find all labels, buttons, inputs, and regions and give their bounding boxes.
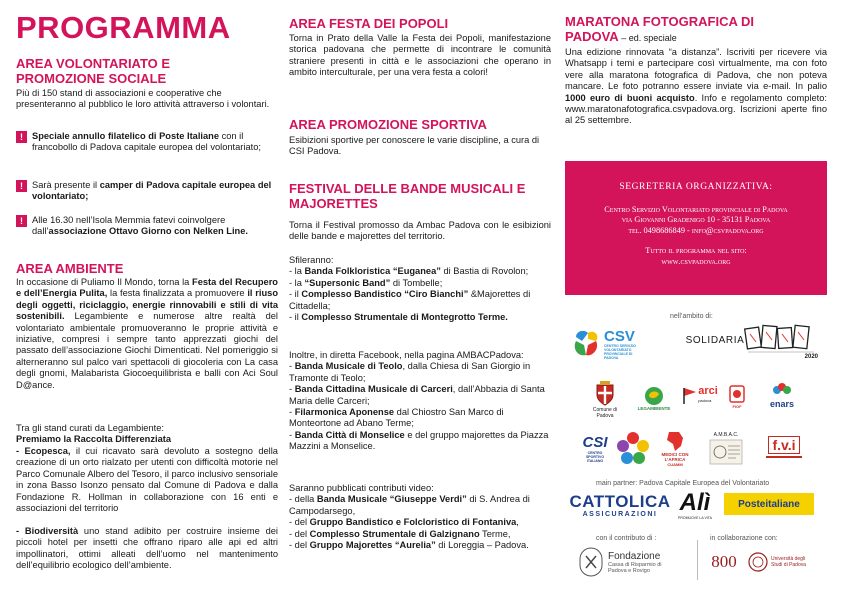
ali-text: Alì xyxy=(679,489,711,516)
text: In occasione di Puliamo Il Mondo, torna la xyxy=(16,277,193,287)
contributo-label: con il contributo di : xyxy=(596,535,657,542)
exclamation-icon: ! xyxy=(16,131,27,143)
arci-flag-icon xyxy=(682,386,698,406)
fiof-text: FIOF xyxy=(732,403,742,409)
ottocento-text: 800 xyxy=(711,552,737,571)
heading-ambiente: AREA AMBIENTE xyxy=(16,261,124,276)
list-item: - il Complesso Bandistico “Ciro Bianchi” &Majorettes di Cittadella; xyxy=(289,289,531,311)
fondazione-subtext: Cassa di Risparmio di Padova e Rovigo xyxy=(608,561,662,574)
cattolica-text: CATTOLICA xyxy=(569,491,671,511)
csi-text: CSI xyxy=(582,434,608,451)
list-label: Saranno pubblicati contributi video: xyxy=(289,483,434,493)
fvi-text: f.v.i xyxy=(768,436,799,454)
ambac-text: A.M.B.A.C. xyxy=(713,432,739,438)
heading-text: MARATONA FOTOGRAFICA DI PADOVA xyxy=(565,14,754,44)
padova-2020-logo xyxy=(744,322,822,362)
comune-text: Comune di Padova xyxy=(592,407,618,419)
ottocento-logo xyxy=(704,545,744,579)
text-bold: Premiamo la Raccolta Differenziata xyxy=(16,434,172,445)
segreteria-label: SEGRETERIA ORGANIZZATIVA: xyxy=(619,182,773,192)
list-label: Sfileranno: xyxy=(289,255,334,265)
medici-text: MEDICI CON L’AFRICA xyxy=(661,451,689,462)
poste-logo: Posteitaliane xyxy=(724,493,814,515)
csi-subtext: CENTRO SPORTIVO ITALIANO xyxy=(585,451,605,463)
csi-logo xyxy=(580,428,610,470)
fiof-icon xyxy=(728,384,746,404)
unipd-logo xyxy=(748,545,822,579)
collab-label: in collaborazione con: xyxy=(710,535,778,542)
bullet-text: Sarà presente il xyxy=(32,180,100,190)
ambito-label: nell’ambito di: xyxy=(670,313,713,320)
medici-africa-logo xyxy=(655,428,695,468)
popoli-text: Torna in Prato della Valle la Festa dei Popoli, manifestazione storica padovana che permette di incontrare le comunità straniere presenti in città e le associazioni che operano in ambito interculturale, per una vera festa a colori! xyxy=(289,33,551,78)
fiof-logo xyxy=(725,381,749,411)
text: Tra gli stand curati da Legambiente: xyxy=(16,423,164,433)
bullet-ottavo-giorno xyxy=(16,215,280,238)
segreteria-line: Centro Servizio Volontariato provinciale di Padova xyxy=(604,204,788,214)
list-item: - la Banda Folkloristica “Euganea” di Bastia di Rovolon; xyxy=(289,266,529,277)
fvi-logo xyxy=(762,430,806,466)
africa-icon xyxy=(663,430,687,452)
list-item: - Banda Città di Monselice e del gruppo majorettes da Piazza Mazzini a Monselice. xyxy=(289,429,549,452)
ambiente-paragraph xyxy=(16,277,278,391)
text: il cui ricavato sarà devoluto a sostegno della creazione di un orto rialzato per utenti con difficoltà motorie nel Parco Comunale Albero del Tesoro, il parco inclusivo sensoriale in zona Basso Isonzo pensato dal Comune di Padova e dalla Fondazione R. Hollman in collaborazione con 16 enti e associazioni del territorio xyxy=(16,446,278,514)
bullet-camper xyxy=(16,180,280,203)
segreteria-box xyxy=(565,161,827,295)
enars-icon xyxy=(771,381,793,399)
ambac-logo xyxy=(700,428,752,470)
maratona-text xyxy=(565,47,827,127)
enars-logo xyxy=(765,378,799,412)
ali-logo xyxy=(675,486,715,524)
bullet-bold: camper di Padova capitale europea del volontariato; xyxy=(32,180,272,202)
ambiente-ecopesca xyxy=(16,446,278,514)
segreteria-contact[interactable]: tel. 0498686849 - info@csvpadova.org xyxy=(628,225,764,235)
list-item: - Banda Cittadina Musicale di Carceri, dall’Abbazia di Santa Maria delle Carceri; xyxy=(289,384,545,406)
list-item: - del Gruppo Majorettes “Aurelia” di Loreggia – Padova. xyxy=(289,540,529,551)
heading-volontariato: AREA VOLONTARIATO E PROMOZIONE SOCIALE xyxy=(16,56,171,86)
arci-subtext: padova xyxy=(698,398,712,403)
comune-crest-icon xyxy=(595,381,615,407)
heading-sportiva: AREA PROMOZIONE SPORTIVA xyxy=(289,117,487,132)
csv-logo xyxy=(571,326,639,362)
list-item: - del Complesso Strumentale di Galzignano Terme, xyxy=(289,528,511,539)
text: Legambiente e numerose altre realtà del volontariato ambientale promuoveranno le proprie attività e iniziative, compresi i sempre tanto apprezzati giochi del passato dell’associazione Giochi Dimenticati. Nel pomeriggio si alterneranno sul palco vari spettacoli di giocoleria con La casa degli gnomi, Malabarista Giocoequilibrista e balli con Aci Soul D@ance. xyxy=(16,311,278,390)
heading-suffix: – ed. speciale xyxy=(618,33,677,43)
ambiente-stand-intro xyxy=(16,423,278,446)
flower-logo xyxy=(616,428,650,470)
bande-intro: Torna il Festival promosso da Ambac Padova con le esibizioni delle bande e majorettes del territorio. xyxy=(289,220,551,242)
fvi-underline-icon xyxy=(764,454,804,460)
ambac-emblem-icon xyxy=(706,438,746,466)
text: Una edizione rinnovata “a distanza”. Iscriviti per ricevere via Whatsapp i temi e partecipare così virtualmente, ma con foto vere alla maratona fotografica di Padova, che non poteva mancare. Le foto potranno essere inviate via e-mail. In palio xyxy=(565,47,827,92)
list-item: - Filarmonica Aponense dal Chiostro San Marco di Monteortone ad Abano Terme; xyxy=(289,407,504,429)
text-bold: - Ecopesca, xyxy=(16,446,71,456)
bullet-text: con il francobollo di Padova capitale europea del volontariato; xyxy=(32,131,261,153)
text: uno stand adibito per costruire insieme dei piccoli hotel per insetti che offrano riparo alle api ed altri impollinatori, ottimi alleati dell’uomo nel mantenimento dell’equilibrio ecologico dell’ambiente. xyxy=(16,526,278,571)
arci-text: arci xyxy=(698,385,718,397)
text: la festa finalizzata a promuovere xyxy=(107,288,248,299)
sportiva-text: Esibizioni sportive per conoscere le varie discipline, a cura di CSI Padova. xyxy=(289,135,540,157)
medici-subtext: CUAMM xyxy=(667,461,683,467)
list-item: - del Gruppo Bandistico e Folcloristico di Fontaniva, xyxy=(289,517,519,528)
csv-subtext: CENTRO SERVIZIO VOLONTARIATO PROVINCIALE DI PADOVA xyxy=(604,343,637,360)
column-middle xyxy=(289,0,553,595)
unipd-text: Università degli Studi di Padova xyxy=(771,556,807,568)
text-bold: Festa del Recupero e dell’Energia Pulita, xyxy=(16,277,278,299)
segreteria-line: Tutto il programma nel sito: xyxy=(645,246,747,256)
fondazione-emblem-icon xyxy=(579,547,603,577)
exclamation-icon: ! xyxy=(16,215,27,227)
fondazione-logo xyxy=(579,545,689,579)
website-link[interactable]: www.csvpadova.org xyxy=(661,256,731,266)
text-bold: 1000 euro di buoni acquisto xyxy=(565,92,695,103)
enars-text: enars xyxy=(769,399,795,409)
bullet-text: Alle 16.30 nell’Isola Memmia fatevi coinvolgere dall’ xyxy=(32,215,226,237)
exclamation-icon: ! xyxy=(16,180,27,192)
divider xyxy=(697,540,698,580)
heading-maratona xyxy=(565,14,805,46)
sfileranno-list xyxy=(289,255,551,323)
video-list xyxy=(289,483,551,551)
text: . Info e regolamento completo: www.maratonafotografica.csvpadova.org. Iscrizioni aperte fino al 25 settembre. xyxy=(565,92,827,126)
solidaria-logo: SOLIDARIA xyxy=(685,334,745,346)
comune-logo xyxy=(591,377,619,423)
list-item: - la “Supersonic Band” di Tombelle; xyxy=(289,277,443,288)
partner-label: main partner: Padova Capitale Europea del Volontariato xyxy=(596,480,770,487)
legambiente-logo xyxy=(633,381,675,415)
legambiente-text: LEGAMBIENTE xyxy=(637,405,671,411)
text-bold: - Biodiversità xyxy=(16,526,79,536)
ambiente-biodiversita xyxy=(16,526,278,572)
cattolica-subtext: ASSICURAZIONI xyxy=(582,510,658,518)
csv-emblem-icon xyxy=(572,327,602,361)
segreteria-line: via Giovanni Gradenigo 10 - 35131 Padova xyxy=(621,215,771,225)
list-item: - della Banda Musicale “Giuseppe Verdi” di S. Andrea di Campodarsego, xyxy=(289,494,530,516)
text-bold: il riuso degli oggetti, riciclaggio, energie rinnovabili e stili di vita sostenibili. xyxy=(16,288,278,322)
heading-popoli: AREA FESTA DEI POPOLI xyxy=(289,16,449,31)
diretta-list xyxy=(289,350,551,453)
ali-subtext: PROMUOVE LA VITA xyxy=(678,516,712,520)
bullet-bold: associazione Ottavo Giorno con Nelken Line. xyxy=(48,226,248,237)
padova-2020-text: 2020 xyxy=(804,354,818,360)
column-right xyxy=(565,0,827,160)
volontariato-intro: Più di 150 stand di associazioni e cooperative che presenteranno al pubblico le loro attività attraverso i volontari. xyxy=(16,88,270,110)
arci-logo xyxy=(680,381,720,411)
bullet-bold: Speciale annullo filatelico di Poste Italiane xyxy=(32,131,220,141)
flower-petals-icon xyxy=(617,430,649,468)
page-title: PROGRAMMA xyxy=(16,10,231,45)
cattolica-logo xyxy=(569,488,671,522)
column-left xyxy=(16,0,280,595)
heading-bande: FESTIVAL DELLE BANDE MUSICALI E MAJORETTES xyxy=(289,181,526,211)
csv-text: CSV xyxy=(604,327,635,345)
list-label: Inoltre, in diretta Facebook, nella pagina AMBACPadova: xyxy=(289,350,524,360)
list-item: - il Complesso Strumentale di Montegrotto Terme. xyxy=(289,312,508,323)
list-item: - Banda Musicale di Teolo, dalla Chiesa di San Giorgio in Tramonte di Teolo; xyxy=(289,361,531,383)
unipd-seal-icon xyxy=(748,549,768,575)
legambiente-icon xyxy=(643,386,665,406)
bullet-annullo xyxy=(16,131,280,154)
fondazione-text: Fondazione xyxy=(608,550,661,562)
